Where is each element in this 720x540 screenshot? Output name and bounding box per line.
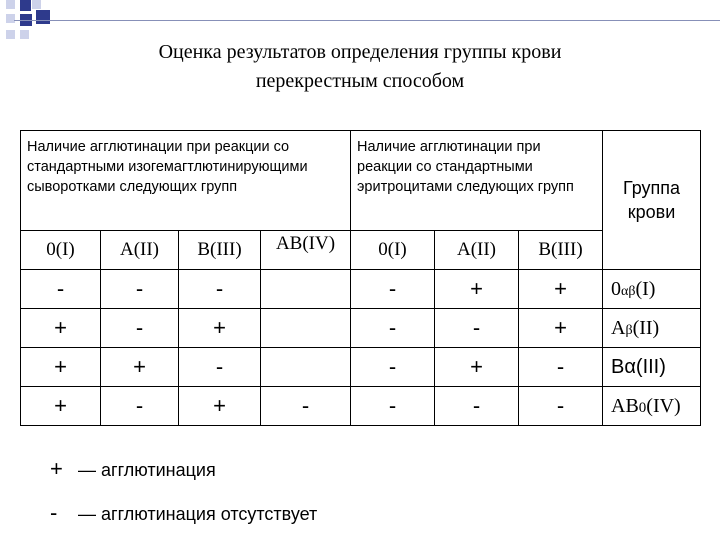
col-sera-b: B(III) (179, 231, 261, 270)
group-main: AB (611, 394, 639, 417)
cell: + (21, 309, 101, 348)
title-line-2: перекрестным способом (255, 70, 465, 92)
cell: + (21, 348, 101, 387)
cell: + (101, 348, 179, 387)
cell: + (21, 387, 101, 426)
group-tail: (I) (635, 277, 656, 300)
group-result (603, 348, 701, 387)
title-line-1: Оценка результатов определения группы крови (158, 41, 562, 63)
cell: + (519, 309, 603, 348)
blood-group-table (20, 130, 701, 426)
cell: + (435, 348, 519, 387)
cell: - (179, 270, 261, 309)
cell: + (179, 309, 261, 348)
cell: - (179, 348, 261, 387)
group-main: 0 (611, 277, 621, 300)
header-erythrocytes: Наличие агглютинации при реакции со стандартными эритроцитами следующих групп (351, 131, 603, 231)
page-title (0, 38, 720, 96)
cell: - (351, 387, 435, 426)
cell: - (435, 309, 519, 348)
legend-item-agglutination (50, 456, 216, 482)
legend-symbol: - (50, 500, 58, 525)
cell: - (21, 270, 101, 309)
col-sera-0: 0(I) (21, 231, 101, 270)
cell (261, 348, 351, 387)
col-sera-a: A(II) (101, 231, 179, 270)
table-row (21, 387, 701, 426)
cell: - (351, 348, 435, 387)
cell: - (435, 387, 519, 426)
col-ery-a: A(II) (435, 231, 519, 270)
group-greek: αβ (621, 283, 636, 299)
cell: - (101, 270, 179, 309)
group-main: Bα(III) (611, 355, 666, 378)
group-tail: (IV) (646, 394, 681, 417)
cell: - (519, 387, 603, 426)
legend-item-no-agglutination (50, 500, 317, 526)
col-sera-ab: AB(IV) (261, 231, 351, 270)
table-subheader-row (21, 231, 701, 270)
group-main: A (611, 316, 626, 339)
col-ery-0: 0(I) (351, 231, 435, 270)
group-result (603, 387, 701, 426)
cell: - (101, 387, 179, 426)
cell: - (261, 387, 351, 426)
header-sera: Наличие агглютинации при реакции со стандартными изогемагтлютинирующими сыворотками следующих групп (21, 131, 351, 231)
group-result (603, 270, 701, 309)
table-row (21, 270, 701, 309)
legend-text: — агглютинация (78, 460, 216, 480)
cell: - (351, 270, 435, 309)
legend-symbol: + (50, 456, 63, 481)
header-group: Группа крови (603, 131, 701, 270)
cell: - (101, 309, 179, 348)
table-row (21, 309, 701, 348)
header-rule (14, 20, 720, 21)
cell: + (435, 270, 519, 309)
cell: - (519, 348, 603, 387)
group-greek: β (625, 322, 633, 338)
col-ery-b: B(III) (519, 231, 603, 270)
table-row (21, 348, 701, 387)
group-tail: (II) (632, 316, 660, 339)
cell: + (519, 270, 603, 309)
cell: + (179, 387, 261, 426)
cell (261, 309, 351, 348)
cell (261, 270, 351, 309)
cell: - (351, 309, 435, 348)
legend-text: — агглютинация отсутствует (78, 504, 318, 524)
table-header-row (21, 131, 701, 231)
group-result (603, 309, 701, 348)
group-greek: 0 (638, 399, 647, 416)
